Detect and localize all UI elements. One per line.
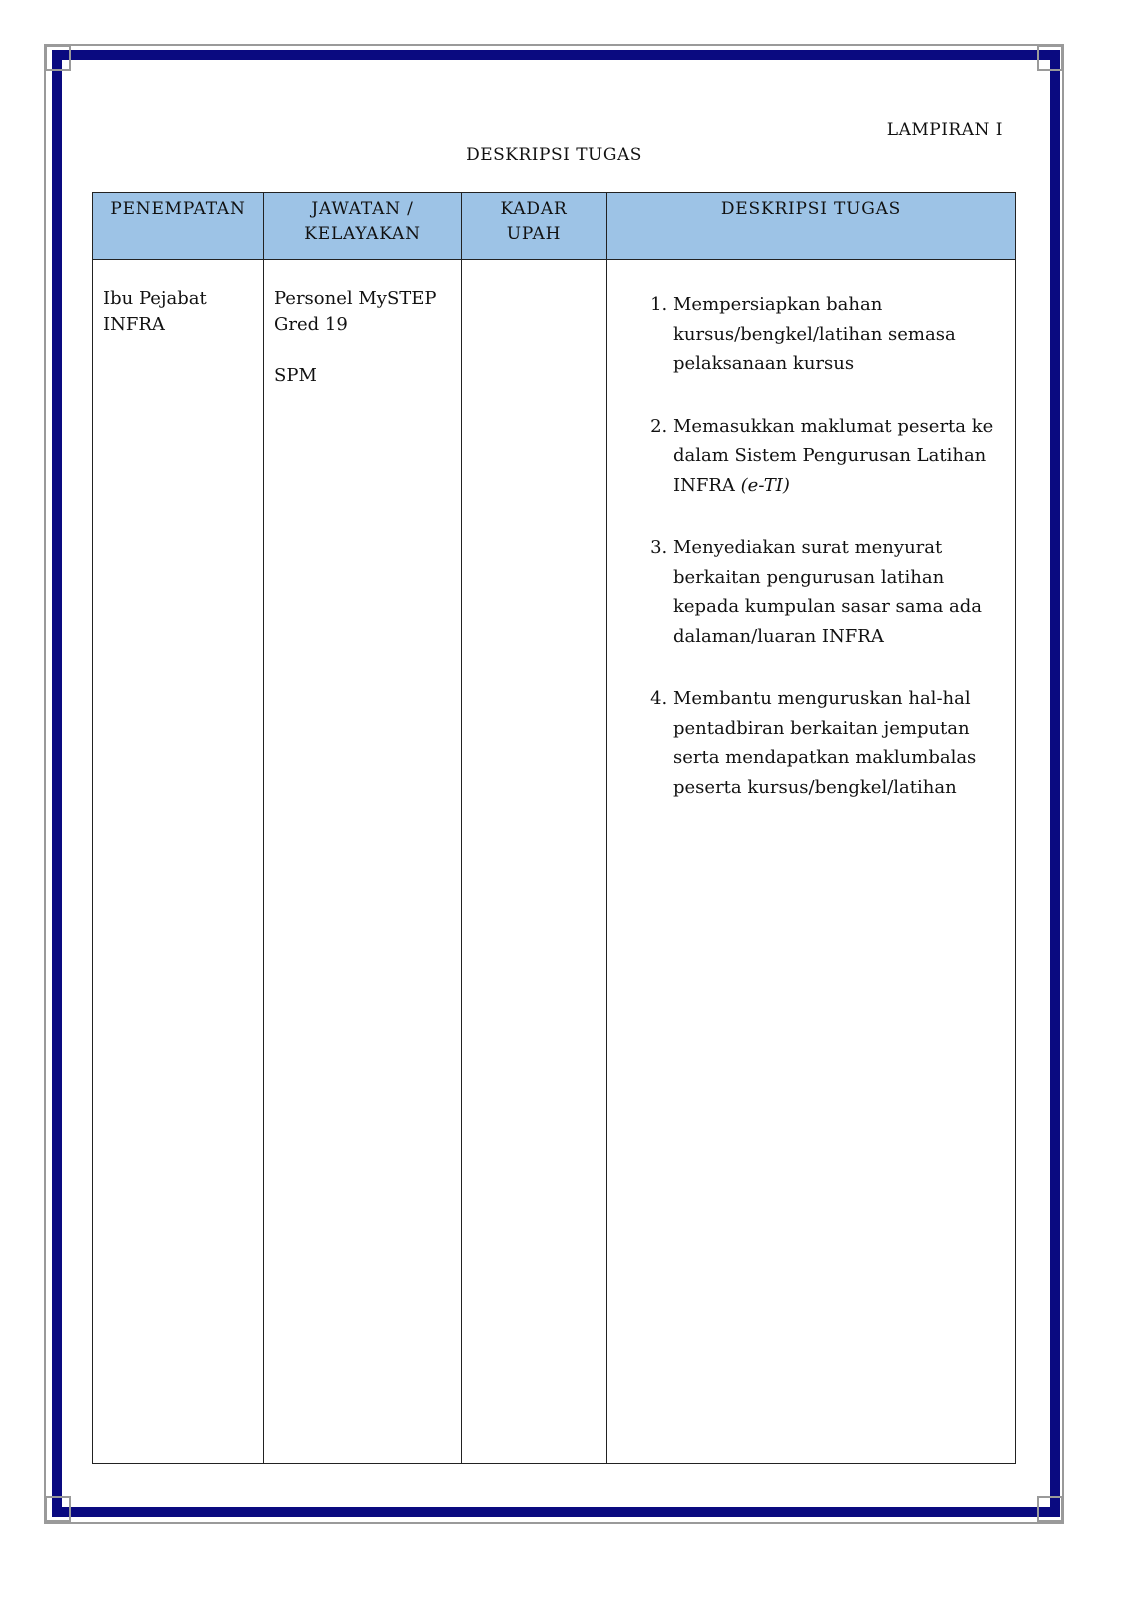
cell-salary — [462, 260, 607, 1464]
task-item: 2. Memasukkan maklumat peserta ke dalam Sistem Pengurusan Latihan INFRA (e-TI) — [673, 412, 997, 501]
task-item: 4. Membantu menguruskan hal-hal pentadbiran berkaitan jemputan serta mendapatkan maklumbalas peserta kursus/bengkel/latihan — [673, 684, 997, 802]
column-header-salary: KADAR UPAH — [462, 193, 607, 260]
task-list — [607, 290, 997, 802]
corner-ornament — [45, 1496, 71, 1522]
cell-tasks — [607, 260, 1016, 1464]
annex-label: LAMPIRAN I — [886, 120, 1003, 140]
column-header-placement: PENEMPATAN — [93, 193, 264, 260]
cell-placement: Ibu Pejabat INFRA — [93, 260, 264, 1464]
cell-position: Personel MySTEP Gred 19 SPM — [264, 260, 462, 1464]
corner-ornament — [1037, 1496, 1063, 1522]
table-header-row — [93, 193, 1016, 260]
qualification: SPM — [274, 365, 317, 386]
corner-ornament — [45, 45, 71, 71]
page-title: DESKRIPSI TUGAS — [466, 145, 642, 165]
column-header-position: JAWATAN / KELAYAKAN — [264, 193, 462, 260]
job-description-table — [92, 192, 1016, 1464]
task-item: 3. Menyediakan surat menyurat berkaitan pengurusan latihan kepada kumpulan sasar sama ada dalaman/luaran INFRA — [673, 533, 997, 651]
corner-ornament — [1037, 45, 1063, 71]
table-row — [93, 260, 1016, 1464]
column-header-tasks: DESKRIPSI TUGAS — [607, 193, 1016, 260]
task-item: 1. Mempersiapkan bahan kursus/bengkel/latihan semasa pelaksanaan kursus — [673, 290, 997, 379]
